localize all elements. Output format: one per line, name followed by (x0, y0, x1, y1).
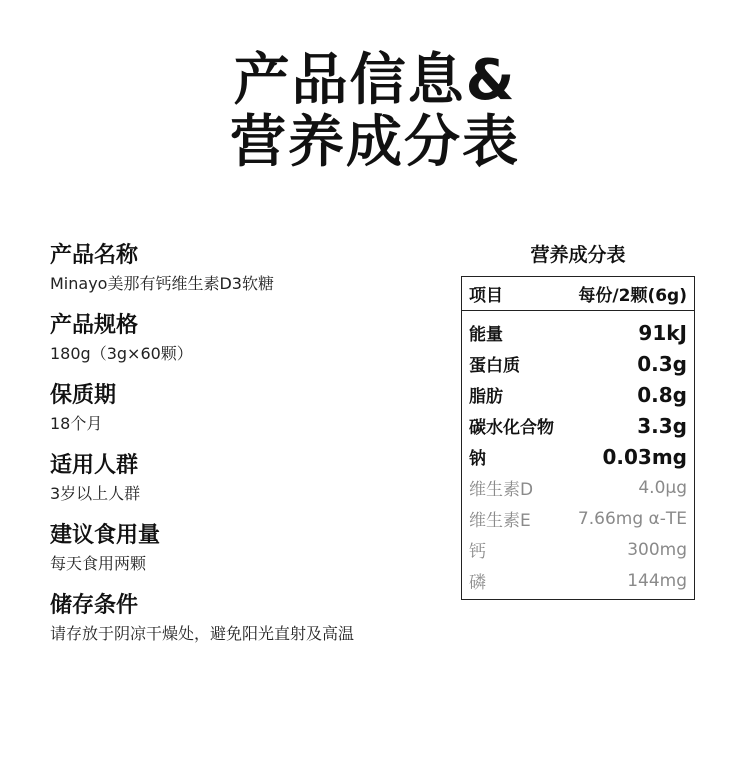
nutrition-row (462, 503, 694, 534)
info-value: 每天食用两颗 (50, 554, 147, 573)
nutrition-row (462, 317, 694, 348)
nutrition-row (462, 348, 694, 379)
info-item-dosage (50, 520, 440, 576)
nutrition-row (462, 565, 694, 596)
nutrition-header-item: 项目 (469, 286, 503, 306)
nutrient-value: 4.0μg (638, 477, 687, 498)
nutrition-row (462, 379, 694, 410)
nutrition-table-caption: 营养成分表 (530, 244, 626, 266)
info-item-spec (50, 310, 440, 366)
nutrition-table-body (462, 311, 694, 599)
info-value: 3岁以上人群 (50, 484, 141, 503)
info-label: 储存条件 (50, 593, 139, 618)
info-label: 产品规格 (50, 313, 139, 338)
info-label: 建议食用量 (50, 523, 161, 548)
nutrient-name: 维生素E (469, 511, 531, 531)
info-label: 适用人群 (50, 453, 139, 478)
page-title (0, 50, 750, 174)
nutrient-name: 蛋白质 (469, 356, 520, 376)
nutrient-value: 91kJ (638, 320, 687, 345)
nutrient-name: 能量 (469, 325, 503, 345)
nutrition-row (462, 441, 694, 472)
nutrient-value: 0.8g (637, 382, 687, 407)
info-value: Minayo美那有钙维生素D3软糖 (50, 274, 274, 293)
info-item-target-group (50, 450, 440, 506)
nutrient-value: 0.03mg (602, 444, 687, 469)
nutrition-row (462, 410, 694, 441)
info-item-storage (50, 590, 440, 646)
nutrient-name: 维生素D (469, 480, 534, 500)
nutrient-value: 7.66mg α-TE (577, 508, 687, 529)
nutrition-header-per-serving: 每份/2颗(6g) (578, 286, 687, 306)
nutrition-row (462, 472, 694, 503)
nutrient-name: 钙 (469, 542, 486, 562)
info-value: 请存放于阴凉干燥处，避免阳光直射及高温 (50, 624, 355, 643)
info-item-shelf-life (50, 380, 440, 436)
nutrient-value: 0.3g (637, 351, 687, 376)
nutrition-table (461, 276, 695, 600)
product-info-list (50, 240, 440, 660)
info-value: 180g（3g×60颗） (50, 344, 193, 363)
nutrient-name: 脂肪 (469, 387, 503, 407)
nutrient-value: 3.3g (637, 413, 687, 438)
page-title-line-1: 产品信息& (233, 48, 517, 113)
nutrient-name: 碳水化合物 (469, 418, 554, 438)
nutrient-name: 钠 (469, 449, 486, 469)
nutrient-value: 300mg (627, 539, 687, 560)
page-title-line-2: 营养成分表 (230, 110, 520, 175)
nutrition-table-header (462, 277, 694, 311)
nutrient-value: 144mg (627, 570, 687, 591)
nutrient-name: 磷 (469, 573, 486, 593)
info-item-product-name (50, 240, 440, 296)
info-label: 产品名称 (50, 243, 139, 268)
info-value: 18个月 (50, 414, 103, 433)
info-label: 保质期 (50, 383, 117, 408)
nutrition-row (462, 534, 694, 565)
